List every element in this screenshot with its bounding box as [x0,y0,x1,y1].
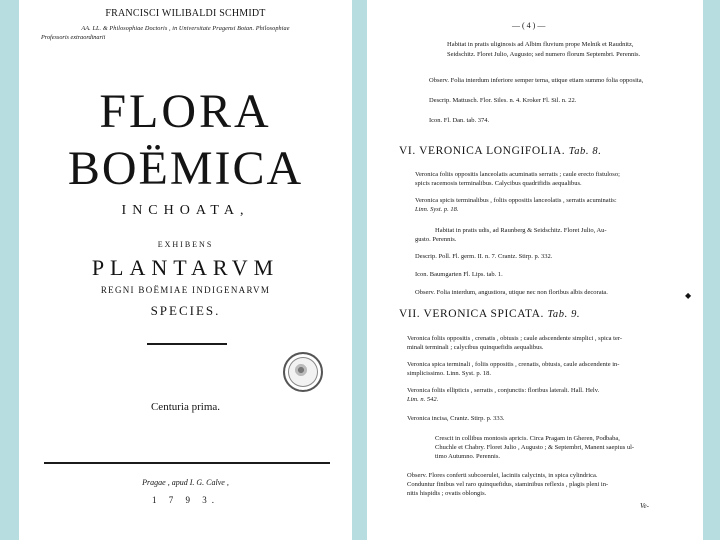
text-line: Lim. n. 542. [407,396,439,403]
text-line: spicis racemosis terminalibus. Calycibus quadrifidis aequalibus. [415,180,582,187]
text-line: Linn. Syst. p. 18. [415,206,459,213]
text-line: Habitat in pratis uliginosis ad Albim fluvium prope Melnik et Raudnitz, [447,41,634,48]
text-line: Veronica spica terminali , foliis oppositis , crenatis, obtusis, caule adscendente in- [407,361,620,368]
heading-text: VII. VERONICA SPICATA. [399,308,544,320]
text-line: Crescit in collibus montosis apricis. Circa Pragam in Gheren, Podbaba, [435,435,620,442]
centuria-label: Centuria prima. [150,401,221,413]
text-line: Observ. Folia interdum, angustiora, utique nec non floribus albis decorata. [415,289,608,296]
author-affiliation-line1: AA. LL. & Philosophiae Doctoris , in Universitate Pragensi Botan. Philosophiae [81,25,290,32]
text-line: Veronica spicis terminalibus , foliis oppositis lanceolatis , serratis acuminatis: [415,197,617,204]
section-heading-vii [399,308,580,320]
text-line: Chuchle et Chabry. Floret Julio , Augusto ; & Septembri, Manent saepius ul- [435,444,635,451]
text-line: nitis hispidis ; ovatis oblongis. [407,490,487,497]
author-affiliation-line2: Professoris extraordinarii [41,34,106,41]
text-line: Veronica foliis oppositis , crenatis , obtusis ; caule adscendente simplici , spica ter- [407,335,623,342]
heading-text: VI. VERONICA LONGIFOLIA. [399,145,566,157]
text-line: Habitat in pratis udis, ad Raunberg & Seidschitz. Floret Julio, Au- [435,227,607,234]
text-line: Descrip. Poll. Fl. germ. II. n. 7. Crantz. Stirp. p. 332. [415,253,553,260]
subtitle-plantarum: PLANTARVM [91,255,280,280]
title-boemica: BOËMICA [67,142,304,195]
catchword: Ve- [640,502,649,510]
divider-rule [147,343,227,345]
text-line: timo Autumno. Perennis. [435,453,500,460]
text-line: minali terminali ; calycibus quinquefidis aequalibus. [407,344,544,351]
publisher-imprint: Pragae , apud I. G. Calve , [142,478,229,487]
text-line: Conduntur finibus vel raro quinquefidus, staminibus reflexis , plagis pleni in- [407,481,609,488]
library-stamp-seal [283,352,323,392]
title-inchoata: INCHOATA, [121,203,250,218]
heading-plate-ref: Tab. 9. [547,309,581,320]
text-line: simplicissimo. Linn. Syst. p. 18. [407,370,491,377]
author-name: FRANCISCI WILIBALDI SCHMIDT [105,8,266,19]
text-page [367,0,703,540]
text-line: Icon. Baumgarten Fl. Lips. tab. 1. [415,271,503,278]
imprint-rule [44,462,330,464]
text-line: Veronica foliis ellipticis , serratis , conjunctis: floribus laterali. Hall. Helv. [407,387,600,394]
text-line: Seidschitz. Floret Julio, Augusto; sed numero florum Septembri. Perennis. [447,51,641,58]
publication-year: 1 7 9 3. [152,495,219,505]
heading-plate-ref: Tab. 8. [568,146,602,157]
title-flora: FLORA [99,85,272,138]
page-number: — ( 4 ) — [512,21,546,30]
subtitle-species: SPECIES. [150,303,221,318]
subtitle-exhibens: EXHIBENS [157,240,214,249]
section-heading-vi [399,145,601,157]
margin-mark: ◆ [685,291,692,300]
title-page [19,0,352,540]
text-line: Veronica foliis oppositis lanceolatis acuminatis serratis ; caule erecto fistuloso; [415,171,620,178]
subtitle-regni: REGNI BOËMIAE INDIGENARVM [100,285,271,295]
text-line: gusto. Perennis. [415,236,457,243]
text-line: Observ. Folia interdum inferiore semper terna, utique etiam summo folia opposita, [429,77,644,84]
text-line: Icon. Fl. Dan. tab. 374. [429,117,490,124]
text-line: Observ. Flores conferti subcoerulei, laciniis calycinis, in spica cylindrica. [407,472,598,479]
text-line: Descrip. Mattusch. Flor. Siles. n. 4. Kroker Fl. Sil. n. 22. [429,97,577,104]
text-line: Veronica incisa, Crantz. Stirp. p. 333. [407,415,505,422]
